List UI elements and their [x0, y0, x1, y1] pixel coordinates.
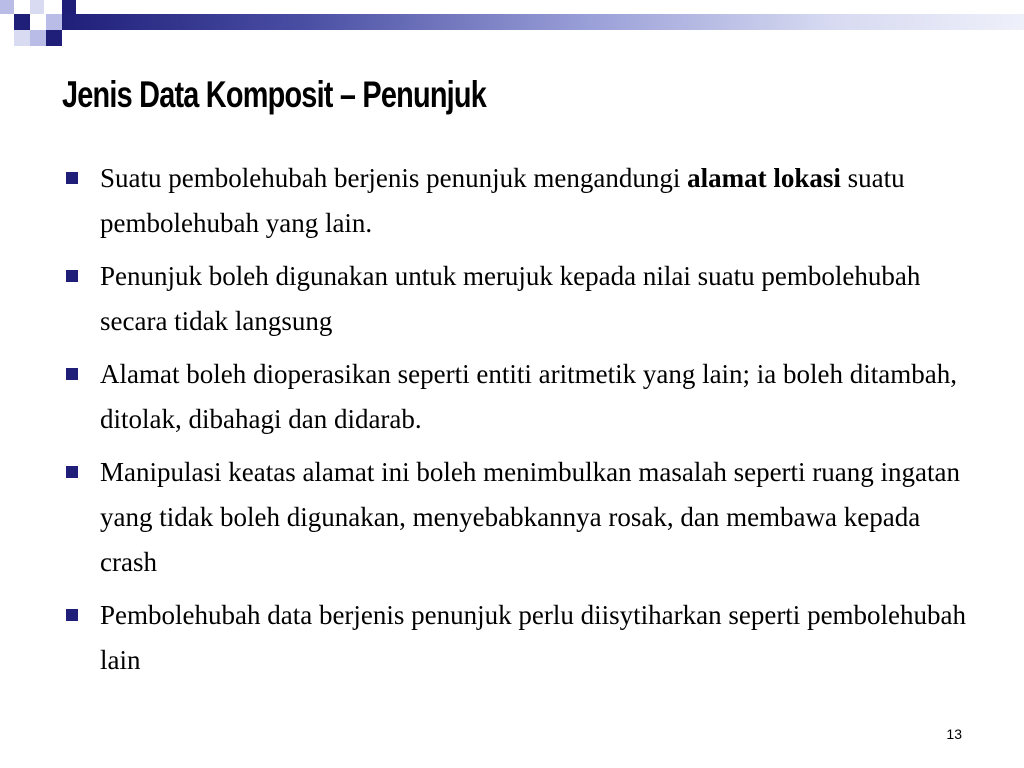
page-number: 13 [946, 726, 962, 742]
bullet-item [60, 156, 970, 246]
square-bullet-icon [66, 609, 78, 621]
header-gradient-bar [62, 14, 1024, 30]
bullet-bold-text: alamat lokasi [687, 163, 841, 193]
bullet-text: Pembolehubah data berjenis penunjuk perlu diisytiharkan seperti pembolehubah lain [100, 600, 967, 675]
bullet-text: Alamat boleh dioperasikan seperti entiti aritmetik yang lain; ia boleh ditambah, ditolak, dibahagi dan didarab. [100, 359, 957, 434]
bullet-text: Suatu pembolehubah berjenis penunjuk mengandungi [100, 163, 688, 193]
decorative-square [30, 0, 44, 14]
square-bullet-icon [66, 172, 78, 184]
decorative-square [46, 14, 62, 30]
decorative-square [14, 30, 30, 46]
decorative-square [62, 0, 76, 14]
bullet-item [60, 450, 970, 585]
decorative-square [30, 30, 46, 46]
bullet-item [60, 254, 970, 344]
square-bullet-icon [66, 270, 78, 282]
bullet-text: Penunjuk boleh digunakan untuk merujuk kepada nilai suatu pembolehubah secara tidak langsung [100, 261, 921, 336]
square-bullet-icon [66, 368, 78, 380]
bullet-text: Manipulasi keatas alamat ini boleh menimbulkan masalah seperti ruang ingatan yang tidak boleh digunakan, menyebabkannya rosak, dan membawa kepada crash [100, 457, 960, 577]
slide-title: Jenis Data Komposit – Penunjuk [62, 74, 487, 115]
bullet-list [60, 156, 970, 691]
bullet-item [60, 352, 970, 442]
bullet-item [60, 593, 970, 683]
decorative-square [46, 30, 62, 46]
square-bullet-icon [66, 466, 78, 478]
bullet-text: suatu pembolehubah yang lain. [100, 163, 905, 238]
decorative-square [0, 0, 14, 14]
decorative-square [14, 14, 30, 30]
